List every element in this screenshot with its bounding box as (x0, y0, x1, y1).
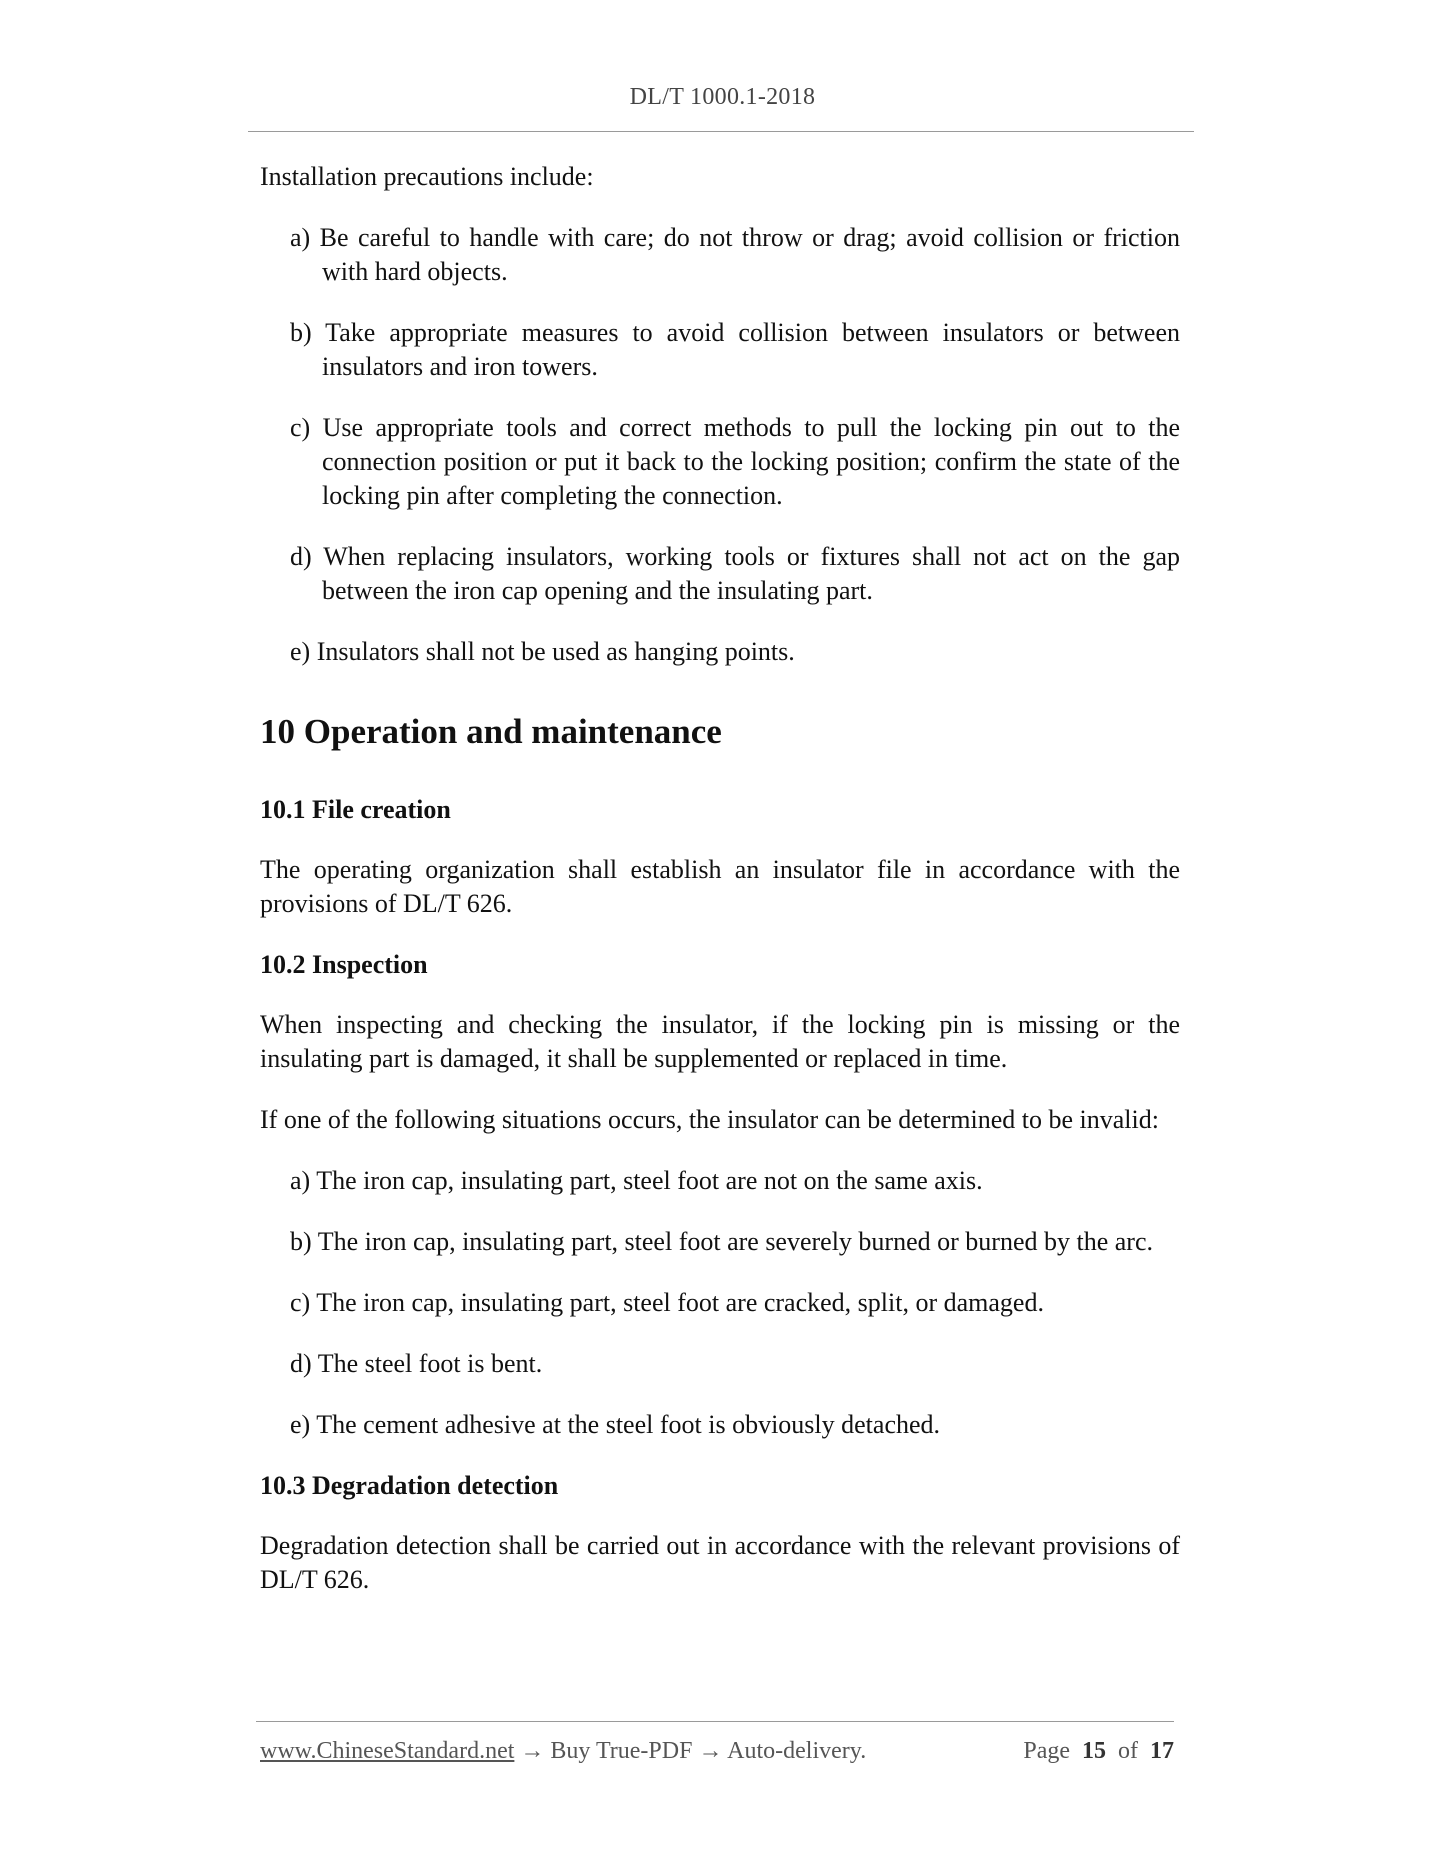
precaution-item: e) Insulators shall not be used as hanging points. (290, 637, 795, 666)
section-heading: 10 Operation and maintenance (260, 712, 722, 751)
precaution-item: c) Use appropriate tools and correct methods to pull the locking pin out to the connection position or put it back to the locking position; confirm the state of the locking pin after completing the connection. (290, 413, 1180, 510)
inspection-paragraph: When inspecting and checking the insulator, if the locking pin is missing or the insulating part is damaged, it shall be supplemented or replaced in time. (260, 1010, 1180, 1073)
invalid-condition-item: c) The iron cap, insulating part, steel foot are cracked, split, or damaged. (290, 1288, 1044, 1317)
invalid-condition-item: b) The iron cap, insulating part, steel foot are severely burned or burned by the arc. (290, 1227, 1153, 1256)
arrow-right-icon: → (698, 1738, 723, 1764)
subsection-heading-degradation: 10.3 Degradation detection (260, 1471, 559, 1500)
footer-divider (256, 1721, 1174, 1722)
page-content (260, 160, 1180, 1624)
invalid-condition-item: d) The steel foot is bent. (290, 1349, 543, 1378)
degradation-paragraph: Degradation detection shall be carried out in accordance with the relevant provisions of DL/T 626. (260, 1531, 1180, 1594)
page-number (1023, 1738, 1174, 1765)
precaution-item: b) Take appropriate measures to avoid collision between insulators or between insulators and iron towers. (290, 318, 1180, 381)
buy-pdf-text: Buy True-PDF (550, 1738, 693, 1764)
document-code-header: DL/T 1000.1-2018 (629, 84, 816, 110)
footer-promo (260, 1738, 866, 1765)
arrow-right-icon: → (520, 1738, 545, 1764)
current-page: 15 (1082, 1738, 1106, 1764)
precaution-item: d) When replacing insulators, working tools or fixtures shall not act on the gap between the iron cap opening and the insulating part. (290, 542, 1180, 605)
invalid-conditions-intro: If one of the following situations occurs, the insulator can be determined to be invalid: (260, 1105, 1159, 1134)
header-divider (248, 131, 1194, 132)
auto-delivery-text: Auto-delivery. (727, 1738, 867, 1764)
subsection-heading-file-creation: 10.1 File creation (260, 795, 451, 824)
file-creation-paragraph: The operating organization shall establish an insulator file in accordance with the provisions of DL/T 626. (260, 855, 1180, 918)
total-pages: 17 (1150, 1738, 1174, 1764)
page-label: Page (1023, 1738, 1070, 1764)
invalid-condition-item: a) The iron cap, insulating part, steel foot are not on the same axis. (290, 1166, 983, 1195)
invalid-condition-item: e) The cement adhesive at the steel foot is obviously detached. (290, 1410, 941, 1439)
website-link[interactable]: www.ChineseStandard.net (260, 1738, 515, 1764)
precaution-item: a) Be careful to handle with care; do not throw or drag; avoid collision or friction with hard objects. (290, 223, 1180, 286)
intro-paragraph: Installation precautions include: (260, 162, 594, 191)
subsection-heading-inspection: 10.2 Inspection (260, 950, 428, 979)
of-label: of (1118, 1738, 1138, 1764)
